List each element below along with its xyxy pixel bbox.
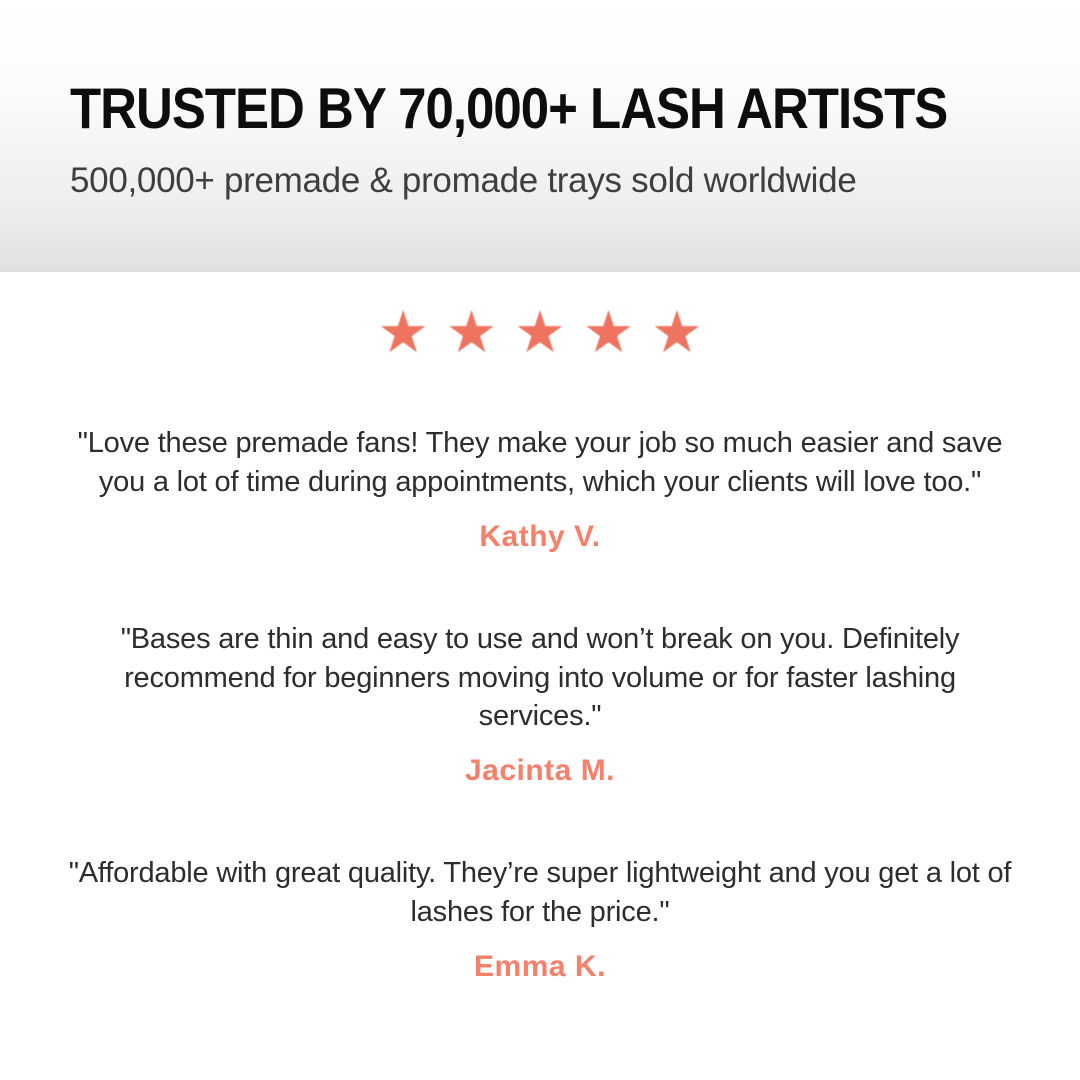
star-icon: ★ xyxy=(377,300,430,365)
star-rating xyxy=(0,300,1080,366)
testimonial-quote: "Affordable with great quality. They’re super lightweight and you get a lot of lashes for the price." xyxy=(68,857,1012,929)
page-title: TRUSTED BY 70,000+ LASH ARTISTS xyxy=(70,76,948,141)
star-icon: ★ xyxy=(582,300,635,365)
header-band xyxy=(0,0,1080,272)
testimonials-section xyxy=(65,366,1015,984)
star-icon: ★ xyxy=(650,300,703,365)
testimonial-quote: "Bases are thin and easy to use and won’t break on you. Definitely recommend for beginners moving into volume or for faster lashing services." xyxy=(120,622,960,733)
testimonial-author: Kathy V. xyxy=(479,519,601,553)
testimonial-author: Emma K. xyxy=(474,950,606,984)
testimonial-author: Jacinta M. xyxy=(464,754,616,788)
testimonial-item xyxy=(65,424,1015,554)
testimonial-quote: "Love these premade fans! They make your job so much easier and save you a lot of time during appointments, which your clients will love too." xyxy=(77,427,1003,498)
testimonial-item xyxy=(65,620,1015,789)
testimonial-item xyxy=(65,854,1015,984)
star-icon: ★ xyxy=(445,300,498,365)
star-icon: ★ xyxy=(514,300,566,365)
page-subtitle: 500,000+ premade & promade trays sold worldwide xyxy=(70,161,857,200)
